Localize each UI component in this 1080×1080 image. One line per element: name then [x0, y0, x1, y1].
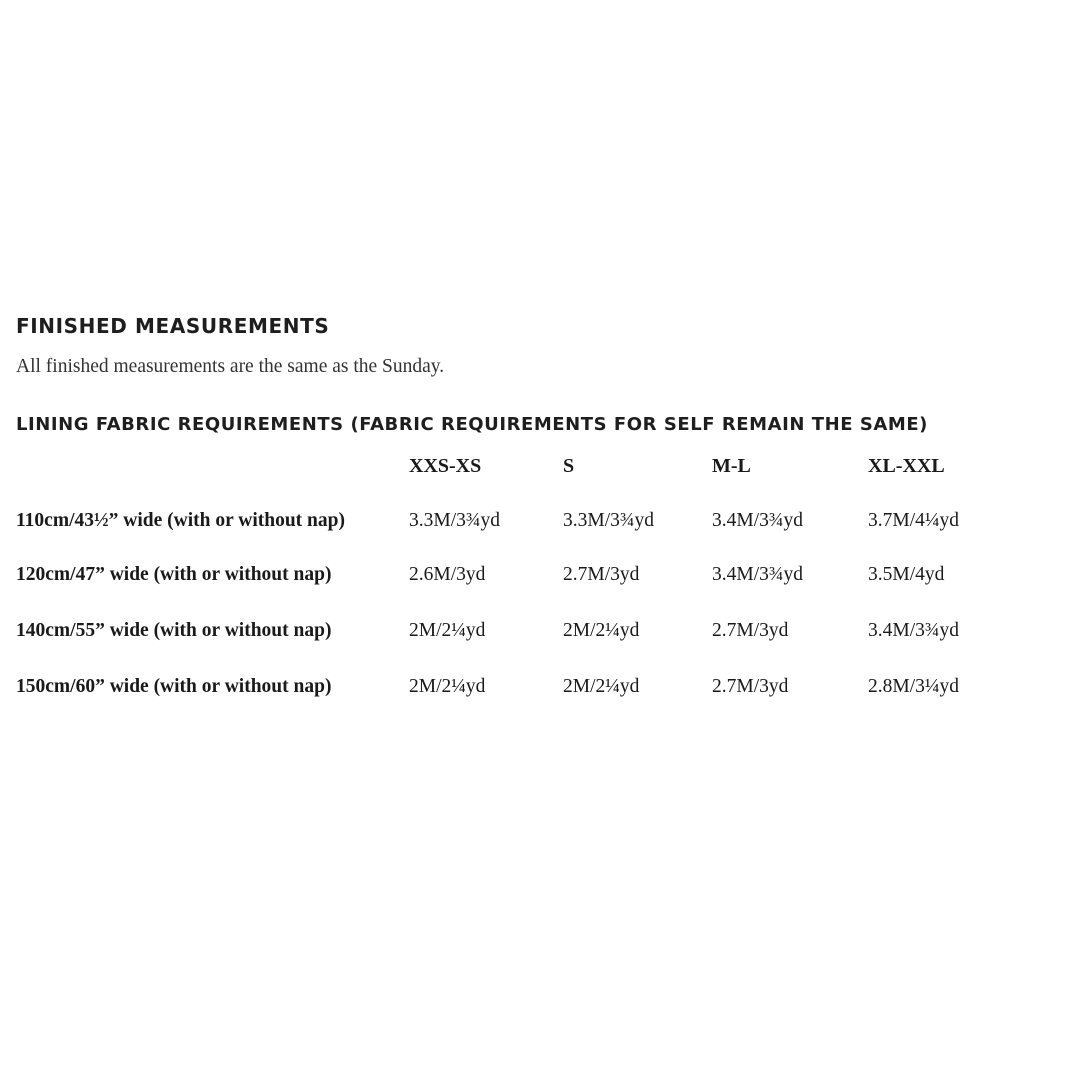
table-cell: 3.3M/3¾yd — [409, 510, 501, 531]
table-cell: 2.7M/3yd — [563, 564, 640, 585]
column-header-xxs-xs: XXS-XS — [409, 455, 482, 477]
table-cell: 3.4M/3¾yd — [712, 564, 804, 585]
table-cell: 2M/2¼yd — [409, 620, 486, 641]
table-cell: 2.8M/3¼yd — [868, 676, 960, 697]
table-cell: 3.4M/3¾yd — [712, 510, 804, 531]
table-cell: 2.7M/3yd — [712, 620, 789, 641]
table-cell: 3.4M/3¾yd — [868, 620, 960, 641]
row-label-120cm: 120cm/47” wide (with or without nap) — [16, 564, 332, 585]
row-label-150cm: 150cm/60” wide (with or without nap) — [16, 676, 332, 697]
table-cell: 3.5M/4yd — [868, 564, 945, 585]
row-label-110cm: 110cm/43½” wide (with or without nap) — [16, 510, 345, 531]
table-cell: 2.6M/3yd — [409, 564, 486, 585]
column-header-s: S — [563, 455, 575, 477]
table-cell: 2M/2¼yd — [409, 676, 486, 697]
table-cell: 2M/2¼yd — [563, 620, 640, 641]
lining-fabric-heading: LINING FABRIC REQUIREMENTS (FABRIC REQUIREMENTS FOR SELF REMAIN THE SAME) — [16, 414, 928, 435]
table-cell: 3.3M/3¾yd — [563, 510, 655, 531]
column-header-xl-xxl: XL-XXL — [868, 455, 945, 477]
table-cell: 3.7M/4¼yd — [868, 510, 960, 531]
finished-measurements-text: All finished measurements are the same as the Sunday. — [16, 356, 445, 377]
table-cell: 2.7M/3yd — [712, 676, 789, 697]
finished-measurements-heading: FINISHED MEASUREMENTS — [16, 314, 330, 338]
table-cell: 2M/2¼yd — [563, 676, 640, 697]
row-label-140cm: 140cm/55” wide (with or without nap) — [16, 620, 332, 641]
column-header-m-l: M-L — [712, 455, 751, 477]
